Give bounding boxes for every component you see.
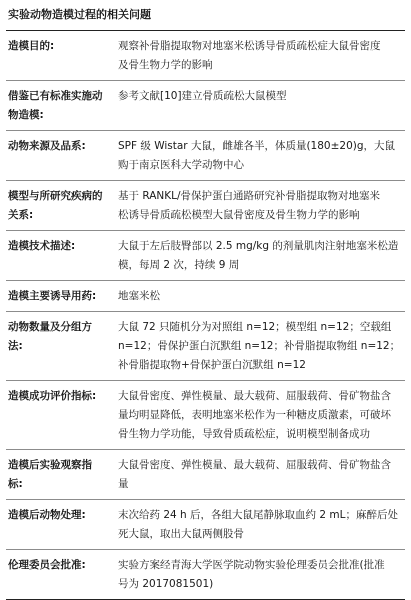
row-label [6,281,118,312]
row-value [118,450,405,500]
table-row [6,550,405,600]
row-value [118,81,405,131]
row-value-line: 购于南京医科大学动物中心 [118,159,244,171]
row-label-line: 造模技术描述: [8,240,76,252]
row-value-line: 地塞米松 [118,290,160,302]
row-label [6,231,118,281]
row-label-line: 关系: [8,209,34,221]
table-row [6,312,405,381]
row-label-line: 造模目的: [8,40,55,52]
row-label-line: 标: [8,478,23,490]
row-label [6,550,118,600]
row-label-line: 模型与所研究疾病的 [8,190,103,202]
table-row [6,231,405,281]
row-label [6,181,118,231]
table-row [6,450,405,500]
table-title: 实验动物造模过程的相关问题 [6,0,405,31]
table-row [6,181,405,231]
row-value-line: 补骨脂提取物+骨保护蛋白沉默组 n=12 [118,359,306,371]
row-value-line: n=12；骨保护蛋白沉默组 n=12；补骨脂提取物组 n=12； [118,340,401,352]
row-label [6,381,118,450]
table-row [6,381,405,450]
row-value [118,181,405,231]
row-value-line: 大鼠 72 只随机分为对照组 n=12；模型组 n=12；空载组 [118,321,392,333]
row-label [6,500,118,550]
row-label-line: 造模主要诱导用药: [8,290,97,302]
row-value-line: 大鼠于左后肢臀部以 2.5 mg/kg 的剂量肌肉注射地塞米松造 [118,240,399,252]
row-value [118,500,405,550]
row-value [118,312,405,381]
row-value [118,231,405,281]
row-label [6,81,118,131]
row-value [118,281,405,312]
table-row [6,281,405,312]
row-label [6,312,118,381]
row-value-line: 及骨生物力学的影响 [118,59,213,71]
row-value-line: 量均明显降低，表明地塞米松作为一种糖皮质激素，可破坏 [118,409,391,421]
row-value [118,550,405,600]
row-value-line: 号为 2017081501) [118,578,214,590]
row-label-line: 伦理委员会批准: [8,559,86,571]
table-row [6,131,405,181]
protocol-table [6,31,405,600]
table-row [6,500,405,550]
row-value-line: 大鼠骨密度、弹性模量、最大载荷、屈服载荷、骨矿物盐含 [118,459,391,471]
protocol-rows [6,31,405,600]
row-label-line: 动物来源及品系: [8,140,86,152]
row-value-line: 参考文献[10]建立骨质疏松大鼠模型 [118,90,287,102]
row-label [6,131,118,181]
row-value-line: 末次给药 24 h 后，各组大鼠尾静脉取血约 2 mL；麻醉后处 [118,509,398,521]
row-value [118,131,405,181]
row-label-line: 造模成功评价指标: [8,390,97,402]
row-value-line: 骨生物力学功能，导致骨质疏松症，说明模型制备成功 [118,428,370,440]
row-label [6,450,118,500]
row-value-line: 量 [118,478,129,490]
table-row [6,81,405,131]
row-label-line: 造模后实验观察指 [8,459,92,471]
row-label [6,31,118,81]
row-label-line: 造模后动物处理: [8,509,86,521]
row-label-line: 物造模: [8,109,44,121]
row-value-line: 实验方案经青海大学医学院动物实验伦理委员会批准(批准 [118,559,385,571]
row-value-line: 死大鼠，取出大鼠两侧股骨 [118,528,244,540]
row-value [118,31,405,81]
table-row [6,31,405,81]
row-label-line: 借鉴已有标准实施动 [8,90,103,102]
row-value-line: SPF 级 Wistar 大鼠，雌雄各半，体质量(180±20)g，大鼠 [118,140,396,152]
row-value-line: 松诱导骨质疏松模型大鼠骨密度及骨生物力学的影响 [118,209,360,221]
row-label-line: 法: [8,340,23,352]
row-label-line: 动物数量及分组方 [8,321,92,333]
row-value-line: 基于 RANKL/骨保护蛋白通路研究补骨脂提取物对地塞米 [118,190,381,202]
row-value-line: 模，每周 2 次，持续 9 周 [118,259,240,271]
row-value [118,381,405,450]
row-value-line: 大鼠骨密度、弹性模量、最大载荷、屈服载荷、骨矿物盐含 [118,390,391,402]
row-value-line: 观察补骨脂提取物对地塞米松诱导骨质疏松症大鼠骨密度 [118,40,381,52]
